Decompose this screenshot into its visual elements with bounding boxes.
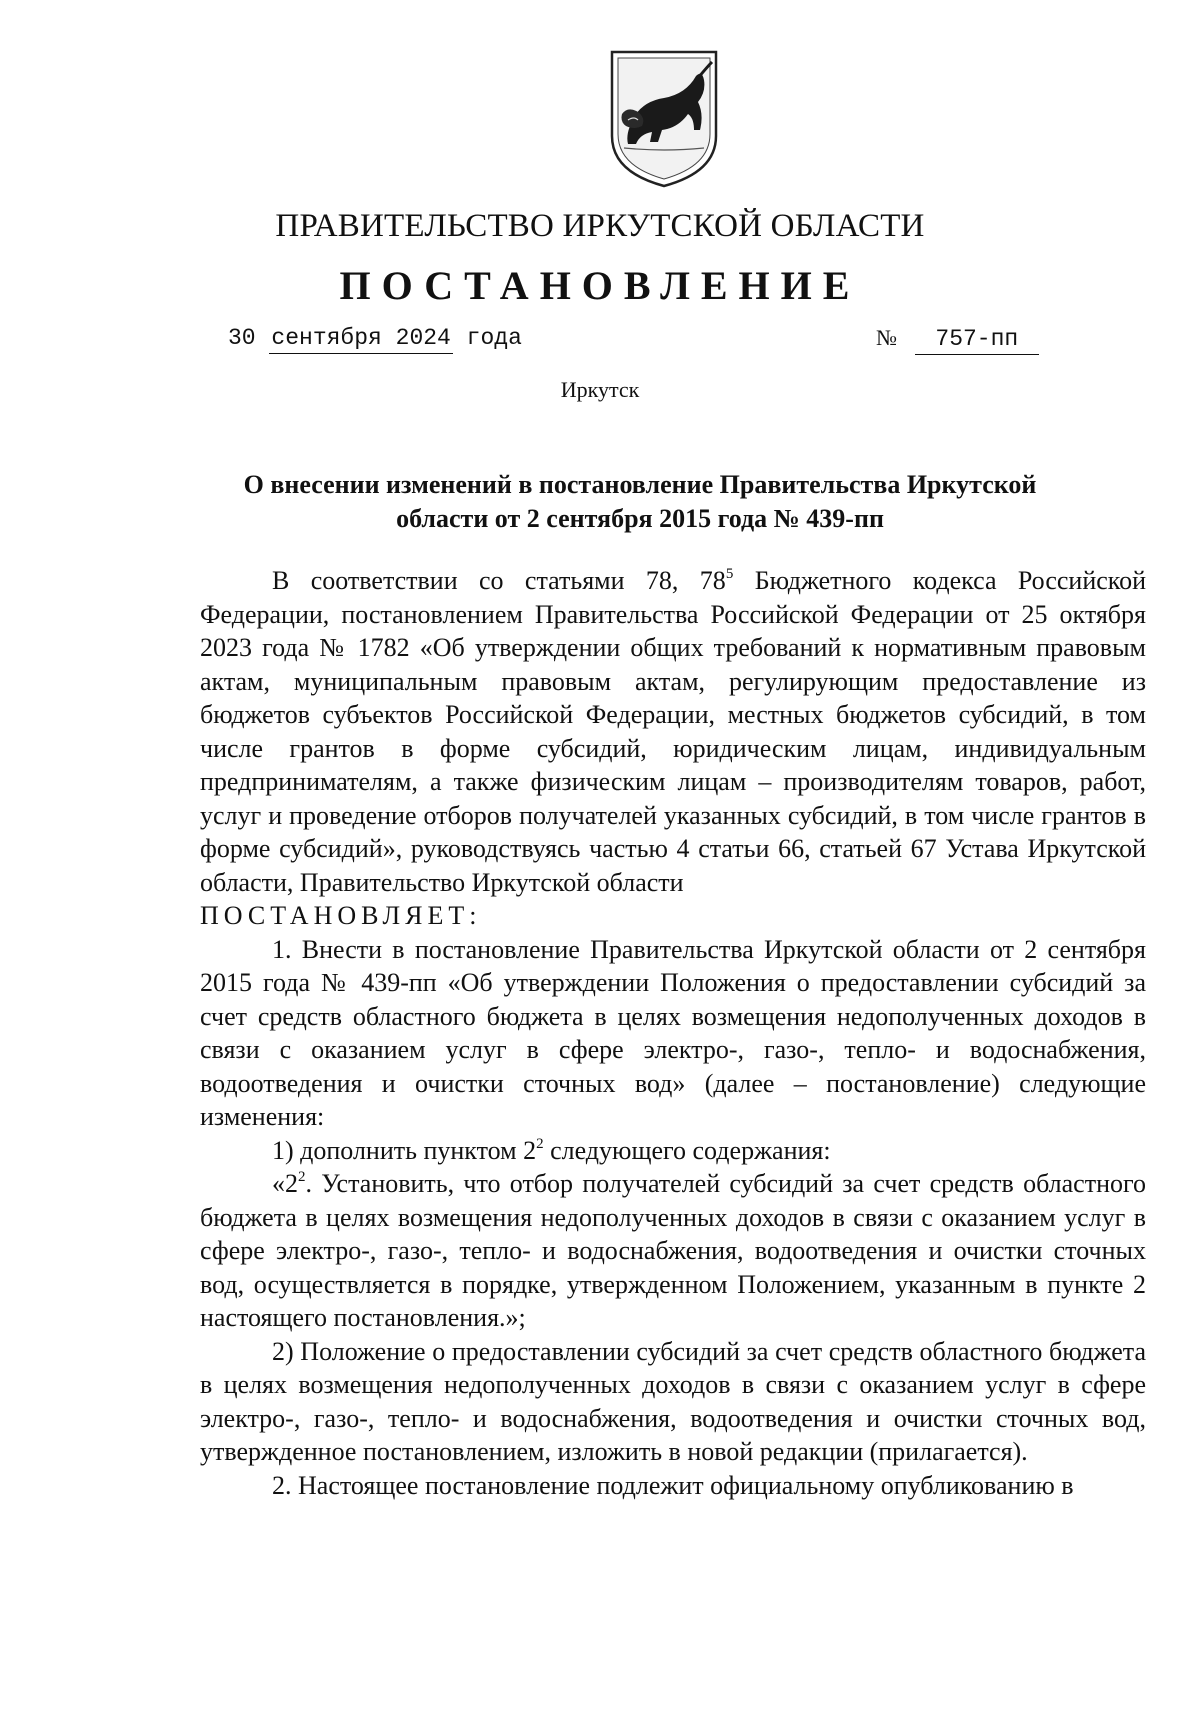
- city: Иркутск: [560, 377, 640, 402]
- date-day: 30: [228, 325, 256, 351]
- document-subject: О внесении изменений в постановление Правительства Иркутской области от 2 сентября 2015 года № 439-пп: [243, 470, 1037, 533]
- number-value: 757-пп: [915, 326, 1039, 355]
- date-suffix: года: [466, 325, 522, 351]
- number-sign: №: [876, 325, 897, 350]
- resolves-heading: ПОСТАНОВЛЯЕТ:: [200, 901, 482, 930]
- item-1-1-quote: «$2^2$. Установить, что отбор получателей субсидий за счет средств областного бюджета в целях возмещения недополученных доходов в связи с оказанием услуг в сфере электро-, газо-, тепло- и водоснабжения, водоотведения и очистки сточных вод, осуществляется в порядке, утвержденном Положением, указанным в пункте 2 настоящего постановления.»;: [200, 1169, 1146, 1332]
- document-body: [200, 564, 1146, 1502]
- document-number: [876, 325, 1039, 355]
- date-month-year: сентября 2024: [269, 325, 452, 354]
- document-type-title: ПОСТАНОВЛЕНИЕ: [339, 263, 861, 308]
- item-1: 1. Внести в постановление Правительства Иркутской области от 2 сентября 2015 года № 439-пп «Об утверждении Положения о предоставлении субсидий за счет средств областного бюджета в целях возмещения недополученных доходов в связи с оказанием услуг в сфере электро-, газо-, тепло- и водоснабжения, водоотведения и очистки сточных вод» (далее – постановление) следующие изменения:: [200, 934, 1146, 1131]
- preamble-paragraph: В соответствии со статьями 78, $78^5$ Бюджетного кодекса Российской Федерации, постановлением Правительства Российской Федерации от 25 октября 2023 года № 1782 «Об утверждении общих требований к нормативным правовым актам, муниципальным правовым актам, регулирующим предоставление из бюджетов субъектов Российской Федерации, местных бюджетов субсидий, в том числе грантов в форме субсидий, юридическим лицам, индивидуальным предпринимателям, а также физическим лицам – производителям товаров, работ, услуг и проведение отборов получателей указанных субсидий, в том числе грантов в форме субсидий», руководствуясь частью 4 статьи 66, статьей 67 Устава Иркутской области, Правительство Иркутской области: [200, 566, 1146, 897]
- item-2: 2. Настоящее постановление подлежит официальному опубликованию в: [272, 1470, 1074, 1500]
- document-date: [228, 325, 522, 354]
- coat-of-arms-icon: [608, 48, 720, 190]
- government-title: ПРАВИТЕЛЬСТВО ИРКУТСКОЙ ОБЛАСТИ: [275, 208, 925, 244]
- item-1-1: 1) дополнить пунктом $2^2$ следующего содержания:: [272, 1135, 831, 1165]
- item-1-2: 2) Положение о предоставлении субсидий за счет средств областного бюджета в целях возмещения недополученных доходов в связи с оказанием услуг в сфере электро-, газо-, тепло- и водоснабжения, водоотведения и очистки сточных вод, утвержденное постановлением, изложить в новой редакции (прилагается).: [200, 1336, 1146, 1466]
